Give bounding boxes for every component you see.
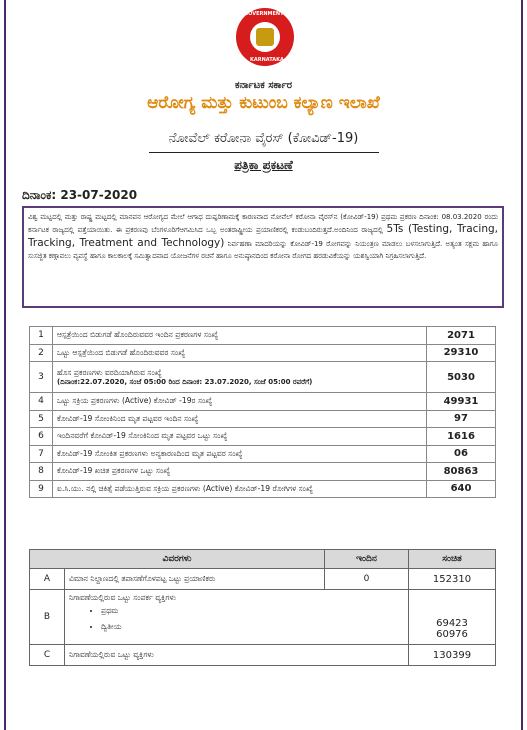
release-date: ದಿನಾಂಕ: 23-07-2020 xyxy=(22,188,138,202)
row-label: ಒಟ್ಟು ಸಕ್ರಿಯ ಪ್ರಕರಣಗಳು (Active) ಕೋವಿಡ್ -19ರ ಸಂಖ್ಯೆ xyxy=(53,393,427,411)
table-row xyxy=(30,445,496,463)
table-row xyxy=(30,480,496,498)
row-value: 29310 xyxy=(427,344,496,362)
row-value: 5030 xyxy=(427,362,496,393)
list-item-secondary: • ದ್ವಿತೀಯ xyxy=(101,622,404,632)
row-label: ಒಟ್ಟು ಆಸ್ಪತ್ರೆಯಿಂದ ಬಿಡುಗಡೆ ಹೊಂದಿರುವವರ ಸಂಖ್ಯೆ xyxy=(53,344,427,362)
row-number: 1 xyxy=(30,327,53,345)
row-number: 3 xyxy=(30,362,53,393)
table-row xyxy=(30,393,496,411)
row-sublabel: (ದಿನಾಂಕ:22.07.2020, ಸಂಜೆ 05:00 ರಿಂದ ದಿನಾಂಕ: 23.07.2020, ಸಂಜೆ 05:00 ರವರೆಗೆ) xyxy=(57,377,313,386)
details-header: ವಿವರಗಳು xyxy=(30,550,325,569)
primary-contacts-value: 69423 xyxy=(436,618,468,629)
row-today-value: 0 xyxy=(325,569,409,590)
row-value: 1616 xyxy=(427,428,496,446)
row-value: 97 xyxy=(427,410,496,428)
row-label: ಐ.ಸಿ.ಯು. ನಲ್ಲಿ ಚಿಕಿತ್ಸೆ ಪಡೆಯುತ್ತಿರುವ ಸಕ್ರಿಯ ಪ್ರಕರಣಗಳು (Active) ಕೋವಿಡ್-19 ರೋಗಿಗಳ ಸಂಖ್ಯೆ xyxy=(53,480,427,498)
row-number: 2 xyxy=(30,344,53,362)
row-number: 5 xyxy=(30,410,53,428)
row-label: ಇಂದಿನವರೆಗೆ ಕೋವಿಡ್-19 ಸೋಂಕಿನಿಂದ ಮೃತ ಪಟ್ಟವರ ಒಟ್ಟು ಸಂಖ್ಯೆ xyxy=(53,428,427,446)
subject-title: ನೋವೆಲ್ ಕರೋನಾ ವೈರಸ್ (ಕೋವಿಡ್-19) xyxy=(168,131,359,146)
row-number: 9 xyxy=(30,480,53,498)
table-row xyxy=(30,428,496,446)
row-number: 8 xyxy=(30,463,53,481)
row-letter: C xyxy=(30,645,65,666)
row-label: ಕೋವಿಡ್-19 ಸೋಂಕಿನಿಂದ ಮೃತ ಪಟ್ಟವರ ಇಂದಿನ ಸಂಖ್ಯೆ xyxy=(53,410,427,428)
row-cumulative-value: 130399 xyxy=(409,645,496,666)
table-row xyxy=(30,410,496,428)
table-row xyxy=(30,645,496,666)
row-value: 2071 xyxy=(427,327,496,345)
table-row xyxy=(30,362,496,393)
row-letter: B xyxy=(30,590,65,645)
surveillance-details-table xyxy=(29,549,496,666)
intro-text-5ts: 5Ts (Testing, Tracing, Tracking, Treatment and Technology) xyxy=(28,223,498,249)
emblem-bottom-text: KARNATAKA xyxy=(250,57,284,63)
row-value: 80863 xyxy=(427,463,496,481)
row-cumulative-value: 152310 xyxy=(409,569,496,590)
table-row xyxy=(30,344,496,362)
row-label-cell xyxy=(53,362,427,393)
list-item-primary: • ಪ್ರಥಮ xyxy=(101,606,404,616)
row-label: ನಿಗಾವಣೆಯಲ್ಲಿರುವ ಒಟ್ಟು ವ್ಯಕ್ತಿಗಳು xyxy=(65,645,409,666)
contact-list xyxy=(69,606,404,632)
today-header: ಇಂದಿನ xyxy=(325,550,409,569)
row-value: 49931 xyxy=(427,393,496,411)
department-title: ಆರೋಗ್ಯ ಮತ್ತು ಕುಟುಂಬ ಕಲ್ಯಾಣ ಇಲಾಖೆ xyxy=(147,93,380,113)
table-row xyxy=(30,590,496,645)
table-row xyxy=(30,327,496,345)
intro-text-part3: ನಿರ್ವಹಣಾ ಮಾದರಿಯನ್ನು ಕೋವಿಡ್-19 ರೋಗವನ್ನು ನಿಯಂತ್ರಣ ಮಾಡಲು ಬಳಸಲಾಗುತ್ತಿದೆ. ಅತ್ಯಂತ ಸಕ್ಷಮ ಹಾಗೂ ಸುಸಜ್ಜಿತ ಕಣ್ಗಾವಲು ವ್ಯವಸ್ಥೆ ಹಾಗೂ ಕಾಲಕಾಲಕ್ಕೆ ಸಮಿತ್ವಾದವಾದ ಯೋಜನೆಗಳ ರಚನೆ ಹಾಗೂ ಅನುಷ್ಠಾನದಿಂದ ಕರೋನಾ ರೋಗದ ಹರಡುವಿಕೆಯನ್ನು ಯಶಸ್ವಿಯಾಗಿ ನಿಗ್ರಹಿಸಲಾಗುತ್ತಿದೆ. xyxy=(28,239,498,261)
row-label: ಆಸ್ಪತ್ರೆಯಿಂದ ಬಿಡುಗಡೆ ಹೊಂದಿರುವವರ ಇಂದಿನ ಪ್ರಕರಣಗಳ ಸಂಖ್ಯೆ xyxy=(53,327,427,345)
table-row xyxy=(30,463,496,481)
intro-paragraph xyxy=(22,206,504,308)
emblem-core xyxy=(256,28,274,46)
cumulative-header: ಸಂಚಿತ xyxy=(409,550,496,569)
secondary-contacts-value: 60976 xyxy=(436,629,468,640)
row-number: 7 xyxy=(30,445,53,463)
row-label: ಕೋವಿಡ್-19 ಖಚಿತ ಪ್ರಕರಣಗಳ ಒಟ್ಟು ಸಂಖ್ಯೆ xyxy=(53,463,427,481)
table-row xyxy=(30,569,496,590)
row-number: 4 xyxy=(30,393,53,411)
row-number: 6 xyxy=(30,428,53,446)
row-value: 640 xyxy=(427,480,496,498)
emblem-inner xyxy=(250,22,280,52)
table-header-row xyxy=(30,550,496,569)
row-value: 06 xyxy=(427,445,496,463)
government-title: ಕರ್ನಾಟಕ ಸರ್ಕಾರ xyxy=(234,80,293,91)
row-letter: A xyxy=(30,569,65,590)
press-release-title: ಪತ್ರಿಕಾ ಪ್ರಕಟಣೆ xyxy=(234,158,293,172)
row-label: ಹೊಸ ಪ್ರಕರಣಗಳು ವರದಿಯಾಗಿರುವ ಸಂಖ್ಯೆ xyxy=(57,367,162,377)
row-label: ಕೋವಿಡ್-19 ಸೋಂಕಿತ ಪ್ರಕರಣಗಳು ಅನ್ಯಕಾರಣದಿಂದ ಮೃತ ಪಟ್ಟವರ ಸಂಖ್ಯೆ xyxy=(53,445,427,463)
row-cumulative-cell xyxy=(409,590,496,645)
emblem-top-text: GOVERNMENT OF xyxy=(244,11,293,17)
row-label-cell xyxy=(65,590,409,645)
row-label: ನಿಗಾವಣೆಯಲ್ಲಿರುವ ಒಟ್ಟು ಸಂಪರ್ಕ ವ್ಯಕ್ತಿಗಳು xyxy=(69,593,176,602)
row-label: ವಿಮಾನ ನಿಲ್ದಾಣದಲ್ಲಿ ತಪಾಸಣೆಗೊಳಪಟ್ಟ ಒಟ್ಟು ಪ್ರಯಾಣಿಕರು xyxy=(65,569,325,590)
covid-stats-table xyxy=(29,326,496,498)
karnataka-emblem-icon xyxy=(236,8,294,66)
intro-text-part1: ವಿಶ್ವ ಮಟ್ಟದಲ್ಲಿ ಮತ್ತು ರಾಷ್ಟ್ರ ಮಟ್ಟದಲ್ಲಿ ಮಾನವನ ಆರೋಗ್ಯದ ಮೇಲೆ ಆಗಾಧ ದುಷ್ಪರಿಣಾಮಕ್ಕೆ ಕಾರಣವಾದ ನೋವೆಲ್ ಕರೋನಾ ವೈರಸ್‌ನ (ಕೋವಿಡ್-19) ಪ್ರಥಮ ಪ್ರಕರಣ ದಿನಾಂಕ: 08.03.2020 ರಂದು ಕರ್ನಾಟಕ ರಾಜ್ಯದಲ್ಲಿ ಪತ್ತೆಯಾಯಿತು. ಈ ಪ್ರಕರಣವು ಬೆಂಗಳೂರಿಗೆಆಗಮಿಸಿದ ಒಬ್ಬ ಅಂತರಾಷ್ಟ್ರೀಯ ಪ್ರಯಾಣಿಕರಲ್ಲಿ ಕಂಡುಬಂದಿರುತ್ತದೆ.ಅಂದಿನಿಂದ ರಾಜ್ಯದಲ್ಲಿ xyxy=(28,213,498,235)
subject-underline xyxy=(149,152,379,153)
